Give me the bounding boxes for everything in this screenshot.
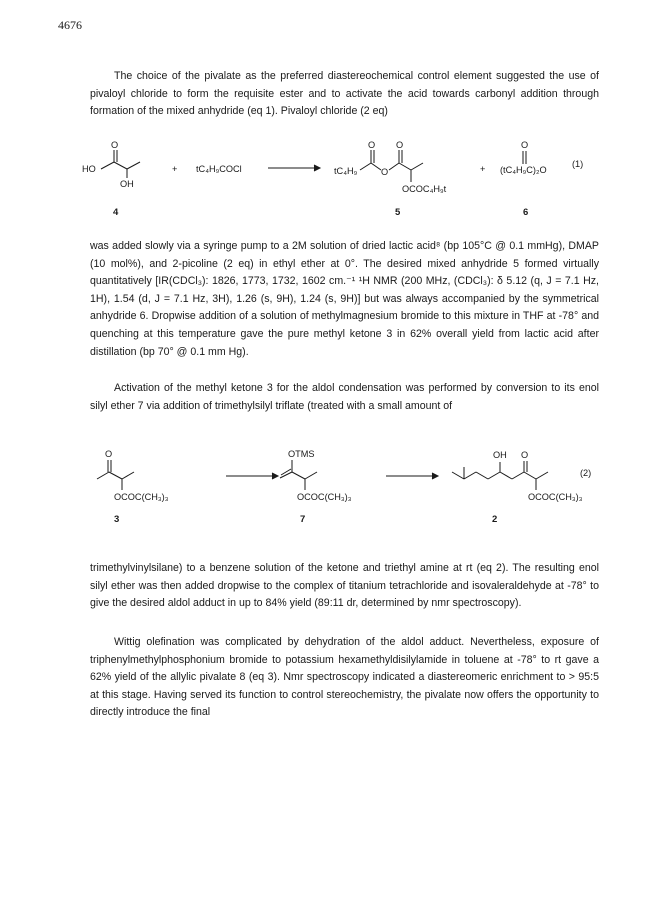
paragraph-1-text: The choice of the pivalate as the preferred diastereochemical control element suggested the use of pivaloyl chloride to form the requisite ester and to activate the acid towards carbonyl addition through formation of the mixed anhydride (eq 1). Pivaloyl chloride (2 eq): [90, 70, 599, 118]
compound-4-structure: [82, 140, 140, 218]
compound-5-structure: [334, 140, 447, 218]
paragraph-4-text: trimethylvinylsilane) to a benzene solution of the ketone and triethyl amine at rt (eq 2). The resulting enol silyl ether was then added dropwise to the complex of titanium tetrachloride and isovaleraldehyde at -78° to give the desired aldol adduct in up to 84% yield (89:11 dr, determined by nmr spectroscopy).: [90, 562, 599, 610]
cmp4-oxygen: O: [111, 140, 119, 150]
cmp5-pivaloyloxy: OCOC₄H₉t: [402, 184, 447, 194]
compound-3-label: 3: [114, 514, 120, 525]
cmp5-oxygen-1: O: [368, 140, 376, 150]
equation-2-scheme: [80, 445, 600, 537]
paragraph-5-text: Wittig olefination was complicated by dehydration of the aldol adduct. Nevertheless, exposure of triphenylmethylphosphonium bromide to potassium hexamethyldisilylamide in toluene at -78° to rt gave a 62% yield of the allylic pivalate 8 (eq 3). Nmr spectroscopy indicated a diastereomeric enrichment to > 95:5 at this stage. Having served its function to control stereochemistry, the pivalate now offers the opportunity to directly introduce the final: [90, 636, 599, 719]
cmp3-pivaloyloxy: OCOC(CH₃)₃: [114, 492, 169, 502]
cmp7-otms: OTMS: [288, 449, 315, 459]
cmp6-formula: (tC₄H₉C)₂O: [500, 165, 547, 175]
cmp2-oxygen: O: [521, 450, 529, 460]
equation-2-number: (2): [580, 468, 592, 478]
compound-4-label: 4: [113, 207, 119, 218]
compound-3-structure: [97, 449, 169, 525]
cmp2-hydroxyl: OH: [493, 450, 507, 460]
paragraph-3: [90, 380, 599, 415]
compound-7-label: 7: [300, 514, 306, 525]
paragraph-1: [90, 68, 599, 121]
reaction-arrow-1: [268, 165, 320, 171]
cmp2-pivaloyloxy: OCOC(CH₃)₃: [528, 492, 583, 502]
compound-5-label: 5: [395, 207, 401, 218]
cmp4-oh: OH: [120, 179, 134, 189]
page-number: 4676: [58, 18, 82, 32]
plus-sign-2: +: [480, 164, 486, 174]
paragraph-5: [90, 634, 599, 722]
paragraph-3-text: Activation of the methyl ketone 3 for the aldol condensation was performed by conversion to its enol silyl ether 7 via addition of trimethylsilyl triflate (treated with a small amount of: [90, 382, 599, 412]
cmp5-oxygen-bridge: O: [381, 167, 389, 177]
equation-1-number: (1): [572, 159, 584, 169]
compound-6-structure: [500, 140, 547, 218]
cmp4-ho: HO: [82, 164, 96, 174]
compound-7-structure: [280, 449, 352, 525]
compound-6-label: 6: [523, 207, 529, 218]
pivaloyl-chloride-formula: tC₄H₉COCl: [196, 164, 242, 174]
reaction-arrow-2: [226, 473, 278, 479]
cmp7-pivaloyloxy: OCOC(CH₃)₃: [297, 492, 352, 502]
compound-2-label: 2: [492, 514, 498, 525]
plus-sign-1: +: [172, 164, 178, 174]
reaction-arrow-3: [386, 473, 438, 479]
equation-1-scheme: [80, 140, 600, 232]
paragraph-4: [90, 560, 599, 613]
cmp6-oxygen: O: [521, 140, 529, 150]
cmp5-oxygen-2: O: [396, 140, 404, 150]
compound-2-structure: [452, 450, 583, 525]
cmp5-tbu: tC₄H₉: [334, 166, 358, 176]
paragraph-2-text: was added slowly via a syringe pump to a 2M solution of dried lactic acid⁸ (bp 105°C @ 0.1 mmHg), DMAP (10 mol%), and 2-picoline (2 eq) in ethyl ether at 0°. The desired mixed anhydride 5 formed virtually quantitatively [IR(CDCl₃): 1826, 1773, 1732, 1602 cm.⁻¹ ¹H NMR (200 MHz, (CDCl₃): δ 5.12 (q, J = 7.1 Hz, 1H), 1.54 (d, J = 7.1 Hz, 3H), 1.26 (s, 9H), 1.24 (s, 9H)] but was always accompanied by the symmetrical anhydride 6. Dropwise addition of a solution of methylmagnesium bromide to this mixture in THF at -78° and quenching at this temperature gave the pure methyl ketone 3 in 62% overall yield from lactic acid after distillation (bp 70° @ 0.1 mm Hg).: [90, 240, 599, 358]
cmp3-oxygen: O: [105, 449, 113, 459]
paragraph-2: [90, 238, 599, 361]
